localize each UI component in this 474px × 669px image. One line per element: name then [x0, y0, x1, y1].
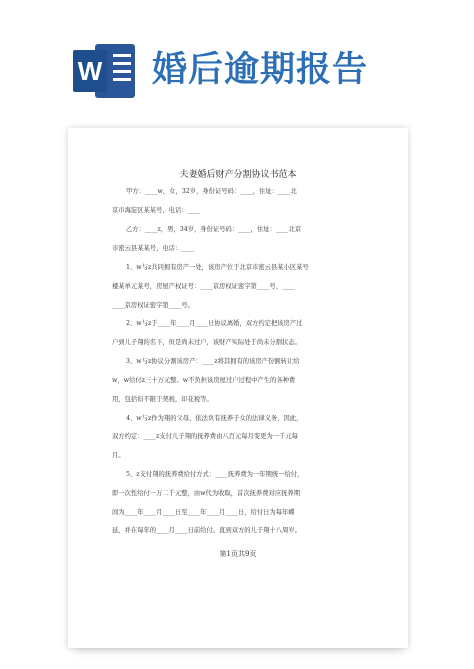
- word-icon-letter: W: [73, 50, 107, 92]
- doc-line-19: 延，并在每年的____月____日前给付。直到双方的儿子翔十八周岁。: [112, 527, 301, 534]
- page-title: 婚后逾期报告: [152, 50, 369, 90]
- document-title: 夫妻婚后财产分割协议书范本: [179, 170, 297, 180]
- doc-line-11: w，w给付z三十万元整。w不负担该房屋过户过程中产生的各种费: [112, 377, 296, 384]
- doc-line-10: 3、w与z协议分割该房产：____z将其拥有的该房产份额转让给: [126, 358, 300, 365]
- doc-line-15: 月。: [112, 452, 125, 459]
- doc-line-6: 楼某单元某号，房屋产权证号：____京房权证密字第____号、____: [112, 283, 295, 290]
- word-app-icon: [73, 40, 139, 102]
- doc-line-9: 户到儿子翔的名下，但是尚未过户，该财产实际处于尚未分割状态。: [112, 339, 301, 346]
- doc-line-2: 京市海淀区某某号，电话：____: [112, 207, 201, 214]
- doc-line-3: 乙方：____z，男，34岁，身份证号码：____，住址：____北京: [126, 226, 302, 233]
- doc-line-12: 用，包括但不限于契税，印花税等。: [112, 396, 213, 403]
- doc-line-5: 1、w与z共同拥有房产一处，该房产位于北京市密云县某小区某号: [126, 264, 309, 271]
- header-banner: [0, 0, 474, 120]
- doc-line-8: 2、w与z于____年____月____日协议离婚，双方约定把该房产过: [126, 320, 303, 327]
- document-page: [68, 128, 408, 648]
- doc-line-1: 甲方：____w，女，32岁，身份证号码：____，住址：____北: [126, 188, 297, 195]
- doc-line-16: 5、z支付翔的抚养费给付方式：____抚养费为一年期统一给付，: [126, 471, 304, 478]
- doc-line-14: 双方约定：____z支付儿子翔的抚养费由八百元每月变更为一千元每: [112, 433, 298, 440]
- doc-line-4: 市密云县某某号，电话：____: [112, 245, 194, 252]
- doc-line-13: 4、w与z作为翔的父母，依法负有抚养子女的法律义务，因此，: [126, 415, 303, 422]
- doc-line-7: ____京房权证密字第____号。: [112, 302, 194, 309]
- doc-line-18: 间为____年____月____日至____年____月____日，给付日为每年蝶: [112, 509, 295, 516]
- doc-line-17: 即一次性给付一万二千元整，由w代为收取，首次抚养费对应抚养期: [112, 490, 300, 497]
- page-number: 第1页共9页: [219, 550, 257, 558]
- word-icon-lines: [113, 54, 131, 86]
